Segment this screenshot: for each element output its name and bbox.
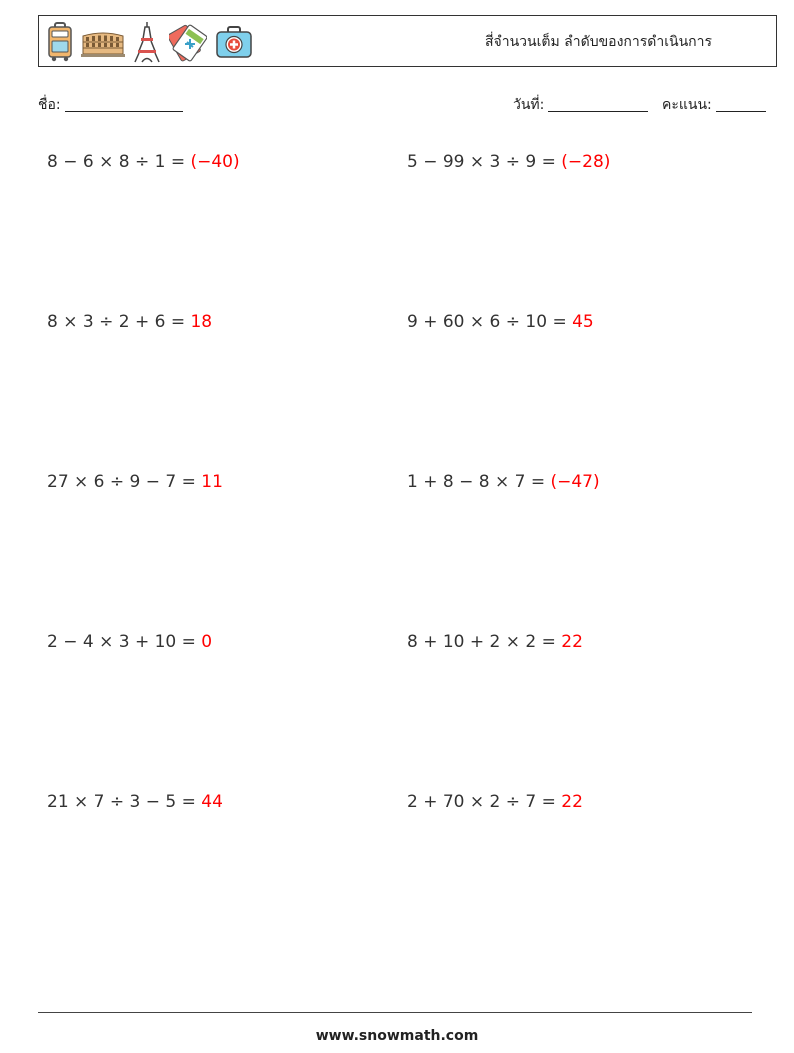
problem-expression: 5 − 99 × 3 ÷ 9 = [407,152,562,172]
page-title: สี่จำนวนเต็ม ลำดับของการดำเนินการ [485,34,712,50]
problem-expression: 8 + 10 + 2 × 2 = [407,632,562,652]
problem-answer: (−28) [561,152,611,172]
problem-8 [407,632,583,652]
problem-3 [47,312,212,332]
problem-expression: 9 + 60 × 6 ÷ 10 = [407,312,573,332]
problem-answer: 11 [201,472,223,492]
footer-url[interactable]: www.snowmath.com [315,1028,479,1044]
eiffel-tower-icon [133,21,161,63]
problem-4 [407,312,594,332]
date-field [513,94,648,116]
problem-answer: 0 [201,632,213,652]
colosseum-icon [81,26,125,58]
problem-2 [407,152,610,172]
problem-1 [47,152,240,172]
header-box [38,15,777,67]
name-blank[interactable] [65,97,183,112]
problem-5 [47,472,223,492]
name-label: ชื่อ: [38,97,61,113]
score-label: คะแนน: [662,97,712,113]
problem-expression: 8 × 3 ÷ 2 + 6 = [47,312,191,332]
problem-answer: 44 [201,792,223,812]
first-aid-kit-icon [215,25,253,59]
problem-6 [407,472,600,492]
problem-answer: 22 [561,632,583,652]
problem-answer: 22 [561,792,583,812]
date-blank[interactable] [548,97,648,112]
problem-expression: 1 + 8 − 8 × 7 = [407,472,551,492]
score-blank[interactable] [716,97,766,112]
plane-ticket-icon [169,22,207,62]
problem-answer: (−40) [190,152,240,172]
problem-expression: 2 − 4 × 3 + 10 = [47,632,202,652]
problem-9 [47,792,223,812]
footer-divider [38,1012,752,1013]
luggage-icon [47,22,73,62]
header-icons [47,21,253,63]
problem-expression: 2 + 70 × 2 ÷ 7 = [407,792,562,812]
problem-10 [407,792,583,812]
problem-expression: 27 × 6 ÷ 9 − 7 = [47,472,202,492]
problem-answer: 45 [572,312,594,332]
score-field [662,94,766,116]
problem-7 [47,632,212,652]
problem-answer: (−47) [550,472,600,492]
name-field [38,94,183,116]
problem-expression: 8 − 6 × 8 ÷ 1 = [47,152,191,172]
problem-expression: 21 × 7 ÷ 3 − 5 = [47,792,202,812]
date-label: วันที่: [513,97,545,113]
problem-answer: 18 [190,312,213,332]
